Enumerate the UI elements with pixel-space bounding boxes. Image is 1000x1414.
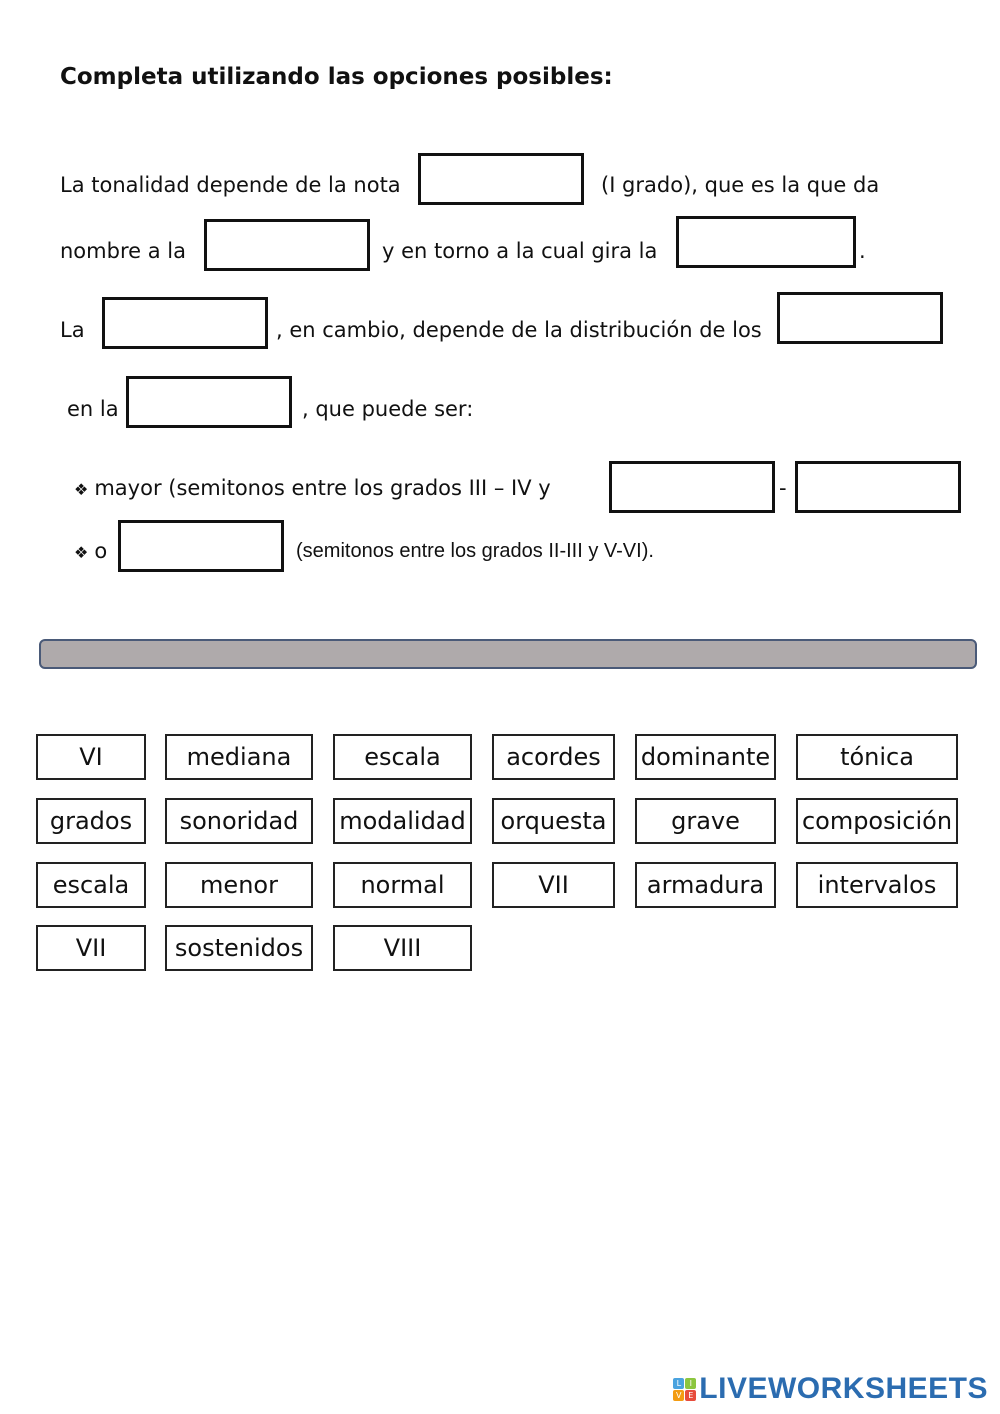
logo-square: E: [685, 1390, 696, 1401]
word-option[interactable]: grave: [635, 798, 776, 844]
blank-3-input[interactable]: [676, 216, 856, 268]
logo-square: L: [673, 1378, 684, 1389]
page-title: Completa utilizando las opciones posibles:: [60, 64, 613, 90]
word-option[interactable]: VII: [492, 862, 615, 908]
word-option[interactable]: escala: [36, 862, 146, 908]
word-option[interactable]: VII: [36, 925, 146, 971]
liveworksheets-logo: [673, 1372, 988, 1406]
text-line3-a: La: [60, 318, 85, 342]
bullet-item-menor: [74, 539, 107, 563]
word-option[interactable]: menor: [165, 862, 313, 908]
word-option[interactable]: VI: [36, 734, 146, 780]
blank-6-input[interactable]: [126, 376, 292, 428]
word-option[interactable]: sostenidos: [165, 925, 313, 971]
brand-name: LIVEWORKSHEETS: [699, 1372, 988, 1405]
text-line3-b: , en cambio, depende de la distribución de los: [276, 318, 762, 342]
bullet1-dash: -: [779, 476, 787, 500]
logo-mark-icon: [673, 1378, 696, 1401]
logo-square: V: [673, 1390, 684, 1401]
bullet-item-mayor: [74, 476, 551, 500]
text-line1-a: La tonalidad depende de la nota: [60, 173, 401, 197]
text-line2-end: .: [859, 239, 866, 263]
word-option[interactable]: intervalos: [796, 862, 958, 908]
word-option[interactable]: grados: [36, 798, 146, 844]
word-option[interactable]: modalidad: [333, 798, 472, 844]
blank-8-input[interactable]: [795, 461, 961, 513]
blank-9-input[interactable]: [118, 520, 284, 572]
bullet1-text: mayor (semitonos entre los grados III – IV y: [94, 476, 551, 500]
word-option[interactable]: composición: [796, 798, 958, 844]
blank-5-input[interactable]: [777, 292, 943, 344]
logo-square: I: [685, 1378, 696, 1389]
blank-1-input[interactable]: [418, 153, 584, 205]
text-line1-b: (I grado), que es la que da: [601, 173, 880, 197]
word-option[interactable]: tónica: [796, 734, 958, 780]
text-line4-b: , que puede ser:: [302, 397, 474, 421]
blank-7-input[interactable]: [609, 461, 775, 513]
diamond-bullet-icon: ❖: [74, 543, 89, 562]
bullet2-text: o: [94, 539, 108, 563]
divider-bar: [39, 639, 977, 669]
word-option[interactable]: normal: [333, 862, 472, 908]
diamond-bullet-icon: ❖: [74, 480, 89, 499]
blank-2-input[interactable]: [204, 219, 370, 271]
word-option[interactable]: acordes: [492, 734, 615, 780]
blank-4-input[interactable]: [102, 297, 268, 349]
bullet2-text-b: (semitonos entre los grados II-III y V-VI).: [296, 540, 654, 562]
text-line4-a: en la: [67, 397, 119, 421]
word-option[interactable]: mediana: [165, 734, 313, 780]
text-line2-a: nombre a la: [60, 239, 186, 263]
word-option[interactable]: sonoridad: [165, 798, 313, 844]
word-option[interactable]: orquesta: [492, 798, 615, 844]
text-line2-b: y en torno a la cual gira la: [382, 239, 658, 263]
word-option[interactable]: armadura: [635, 862, 776, 908]
word-option[interactable]: dominante: [635, 734, 776, 780]
word-option[interactable]: escala: [333, 734, 472, 780]
word-option[interactable]: VIII: [333, 925, 472, 971]
